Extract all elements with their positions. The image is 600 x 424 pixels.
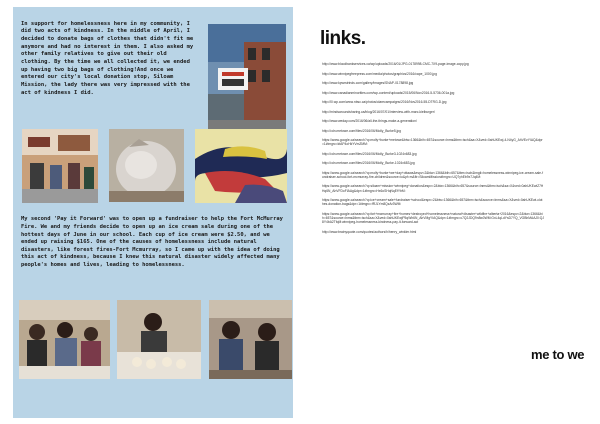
link-item[interactable]: http://i0.wp.com/www.nbsc.ca/photos/clarecampaigns/2016/Nov2016-55-DTRG-D.jpg <box>322 100 447 104</box>
photo-bag-of-clothes <box>109 129 184 202</box>
link-item[interactable]: http://www.weday.com/2016/06/all-the-things-make-a-generation/ <box>322 119 417 123</box>
link-item[interactable]: http://www.kpwrstrinds.com/gallery/images/SNAP-0178898.jpg <box>322 81 414 85</box>
link-item[interactable]: http://cdn.metowe.com/files/2016/06/Molly_Burke3-1024x683.jpg <box>322 151 417 156</box>
photo-siloam-mission-storefront <box>208 24 286 134</box>
left-page <box>13 7 293 418</box>
link-item[interactable]: http://www.bloodbankservices.ca/wp/uploads/2016/01/JPG-0178998-CMC-7X9-page-image-copy.jpg <box>322 62 469 66</box>
photo-donation-center <box>22 129 98 203</box>
link-item[interactable]: http://cdn.metowe.com/files/2016/06/Molly_Burke5.jpg <box>322 128 401 133</box>
paragraph-clothing-donation: In support for homelessness here in my community, I did two acts of kindness. In the middle of April, I decided to donate bags of clothes that didn't fit me anymore and had no interest in them. I also asked my other family relatives to give out their old clothing. By the time we all collected it, we ended up having two big bags of clothing!And once we entered our city's local donation stop, Siloam Mission, the lady there was very impressed with the act of kindness I did. <box>21 20 194 96</box>
photo-ice-cream-sale-table <box>117 300 201 379</box>
links-heading: links. <box>320 28 366 49</box>
link-item[interactable]: https://www.google.ca/search?q=molly+burke+we+day+ottawa&espv=2&biw=1366&bih=657&tbm=isch&imgil=homelessness-winnipeg-ice-cream-sale-fundraiser-school-fort-mcmurray-fire-children&source=iu&pf=m&fir=SiloamMission#imgrc=UQ7yhEb9x7Jq4M: <box>322 170 544 179</box>
photo-students-eating-ice-cream <box>209 300 292 379</box>
right-page <box>305 7 595 418</box>
link-item[interactable]: https://www.google.ca/search?q=siloam+mission+winnipeg+donation&espv=2&biw=1366&bih=657&source=lnms&tbm=isch&sa=X&ved=0ahUKEwiZ7HHq6N_AhVFDoFIAAg&dpr=1#imgrc=Hx6oSHqNqEfYbM: <box>322 184 544 193</box>
paragraph-ice-cream-fundraiser: My second 'Pay it Forward' was to open up a fundraiser to help the Fort McMurray Fire. We and my friends decide to open up an ice cream sale during one of the hottest days of June in our school. Each cup of ice cream were $2.50, and we ended up raising $165. One of the causes of homelessness include natural disasters, like forest fires-Fort Mcmurray, so I came up with the idea of doing this act of kindness, because I knew this natural disaster widely affected many people's homes and lives, leading to homelessness. <box>21 216 283 268</box>
link-item[interactable]: http://www.winnipegfreepress.com/media/photos/graphics/2016/cape_1000.jpg <box>322 71 437 76</box>
link-item[interactable]: https://www.google.ca/search?q=fort+mcmurray+fire+homes+destroyed+homelessness+natural+disaster+wildfire+alberta+2016&espv=2&biw=1366&bih=657&source=lnms&tbm=isch&sa=X&ved=0ahUKEwjP5qWh6N_AhVMgYIAQ&dpr=1#imgrc=c7Q2JDQ9n8w0WM:GxL4qLdYsD7YQ_VGBhMAAJ0:QJ8Y4bA2TfqM:winnipeg-homelessness-kindness-pay-it-forward-act <box>322 211 545 225</box>
link-item[interactable]: https://www.google.ca/search?q=molly+burke+metowe&biw=1366&bih=657&source=lnms&tbm=isch&sa=X&ved=0ahUKEwj-4-N4yG_AhVEvYIAQ&dpr=1#imgrc=ktAP4oHkYVmZMM: <box>322 138 543 147</box>
links-list <box>322 62 544 239</box>
photo-colorful-clothes <box>195 129 287 203</box>
link-item[interactable]: http://www.canadianminorities.com/wp-content/uploads/2015/06/Nov2016-5-5736-001a.jpg <box>322 90 455 95</box>
link-item[interactable]: http://cdn.metowe.com/files/2016/06/Molly_Burke-1024x683.jpg <box>322 161 415 166</box>
link-item[interactable]: http://www.brainyquote.com/quotes/authors/h/henry_winkler.html <box>322 229 417 234</box>
photo-students-in-kitchen <box>19 300 110 379</box>
me-to-we-logo: me to we <box>531 347 585 362</box>
link-item[interactable]: https://www.google.ca/search?q=ice+cream+sale+fundraiser+school&espv=2&biw=1366&bih=657&tbm=isch&source=lnms&sa=X&ved=0ahUKEwi-clothes-donation-bags&dpr=1#imgrc=fRJLYm8QzAr3WM: <box>322 198 543 207</box>
link-item[interactable]: http://mindsaroundsharing.ca/blog/2016/07/01/interview-with-marc-kielburger/ <box>322 109 435 114</box>
